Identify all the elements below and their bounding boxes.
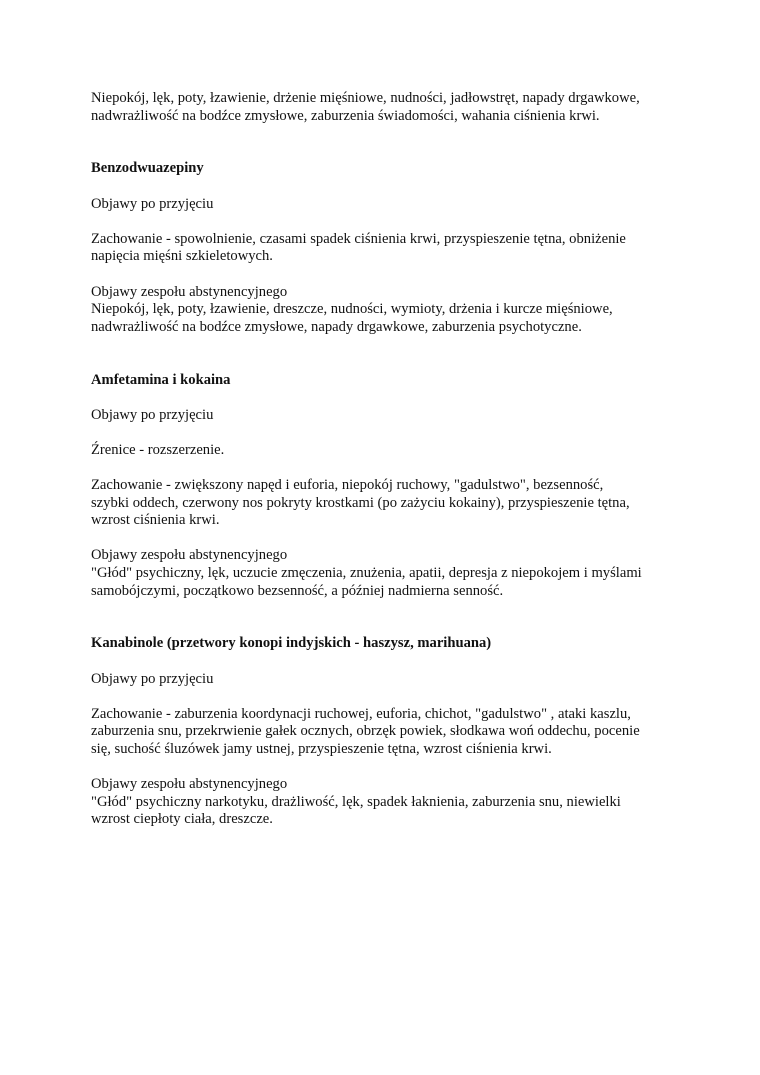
text-line: wzrost ciśnienia krwi. xyxy=(91,512,220,529)
withdrawal-paragraph xyxy=(91,284,681,337)
text-line: napięcia mięśni szkieletowych. xyxy=(91,248,273,265)
text-line: Niepokój, lęk, poty, łzawienie, dreszcze, nudności, wymioty, drżenia i kurcze mięśniowe, xyxy=(91,301,613,318)
withdrawal-heading: Objawy zespołu abstynencyjnego xyxy=(91,547,288,564)
text-line: Zachowanie - zaburzenia koordynacji ruchowej, euforia, chichot, "gadulstwo" , ataki kaszlu, xyxy=(91,705,631,722)
text-line: nadwrażliwość na bodźce zmysłowe, napady drgawkowe, zaburzenia psychotyczne. xyxy=(91,318,582,335)
document-body xyxy=(91,90,681,847)
text-line: się, suchość śluzówek jamy ustnej, przyspieszenie tętna, wzrost ciśnienia krwi. xyxy=(91,740,552,757)
text-line: "Głód" psychiczny, lęk, uczucie zmęczenia, znużenia, apatii, depresja z niepokojem i myślami xyxy=(91,565,642,582)
pupils-line: Źrenice - rozszerzenie. xyxy=(91,441,225,458)
text-line: szybki oddech, czerwony nos pokryty krostkami (po zażyciu kokainy), przyspieszenie tętna, xyxy=(91,494,630,511)
behavior-paragraph xyxy=(91,477,681,530)
behavior-paragraph xyxy=(91,706,681,759)
after-intake-heading: Objawy po przyjęciu xyxy=(91,406,214,423)
text-line: wzrost ciepłoty ciała, dreszcze. xyxy=(91,811,273,828)
text-line: samobójczymi, początkowo bezsenność, a później nadmierna senność. xyxy=(91,582,504,599)
withdrawal-paragraph xyxy=(91,776,681,829)
withdrawal-paragraph xyxy=(91,547,681,600)
withdrawal-heading: Objawy zespołu abstynencyjnego xyxy=(91,283,288,300)
after-intake-heading: Objawy po przyjęciu xyxy=(91,670,214,687)
text-line: Zachowanie - spowolnienie, czasami spadek ciśnienia krwi, przyspieszenie tętna, obniżenie xyxy=(91,230,626,247)
section-title-benzodiazepines: Benzodwuazepiny xyxy=(91,160,204,177)
section-title-amphetamine-cocaine: Amfetamina i kokaina xyxy=(91,371,231,388)
text-line: nadwrażliwość na bodźce zmysłowe, zaburzenia świadomości, wahania ciśnienia krwi. xyxy=(91,107,600,124)
after-intake-heading: Objawy po przyjęciu xyxy=(91,195,214,212)
behavior-paragraph xyxy=(91,231,681,266)
intro-paragraph xyxy=(91,90,681,125)
text-line: Niepokój, lęk, poty, łzawienie, drżenie mięśniowe, nudności, jadłowstręt, napady drgawkowe, xyxy=(91,90,640,106)
withdrawal-heading: Objawy zespołu abstynencyjnego xyxy=(91,776,288,793)
text-line: "Głód" psychiczny narkotyku, drażliwość, lęk, spadek łaknienia, zaburzenia snu, niewielki xyxy=(91,793,621,810)
text-line: Zachowanie - zwiększony napęd i euforia, niepokój ruchowy, "gadulstwo", bezsenność, xyxy=(91,477,604,494)
text-line: zaburzenia snu, przekrwienie gałek ocznych, obrzęk powiek, słodkawa woń oddechu, pocenie xyxy=(91,723,640,740)
section-title-cannabinoids: Kanabinole (przetwory konopi indyjskich - haszysz, marihuana) xyxy=(91,635,492,652)
